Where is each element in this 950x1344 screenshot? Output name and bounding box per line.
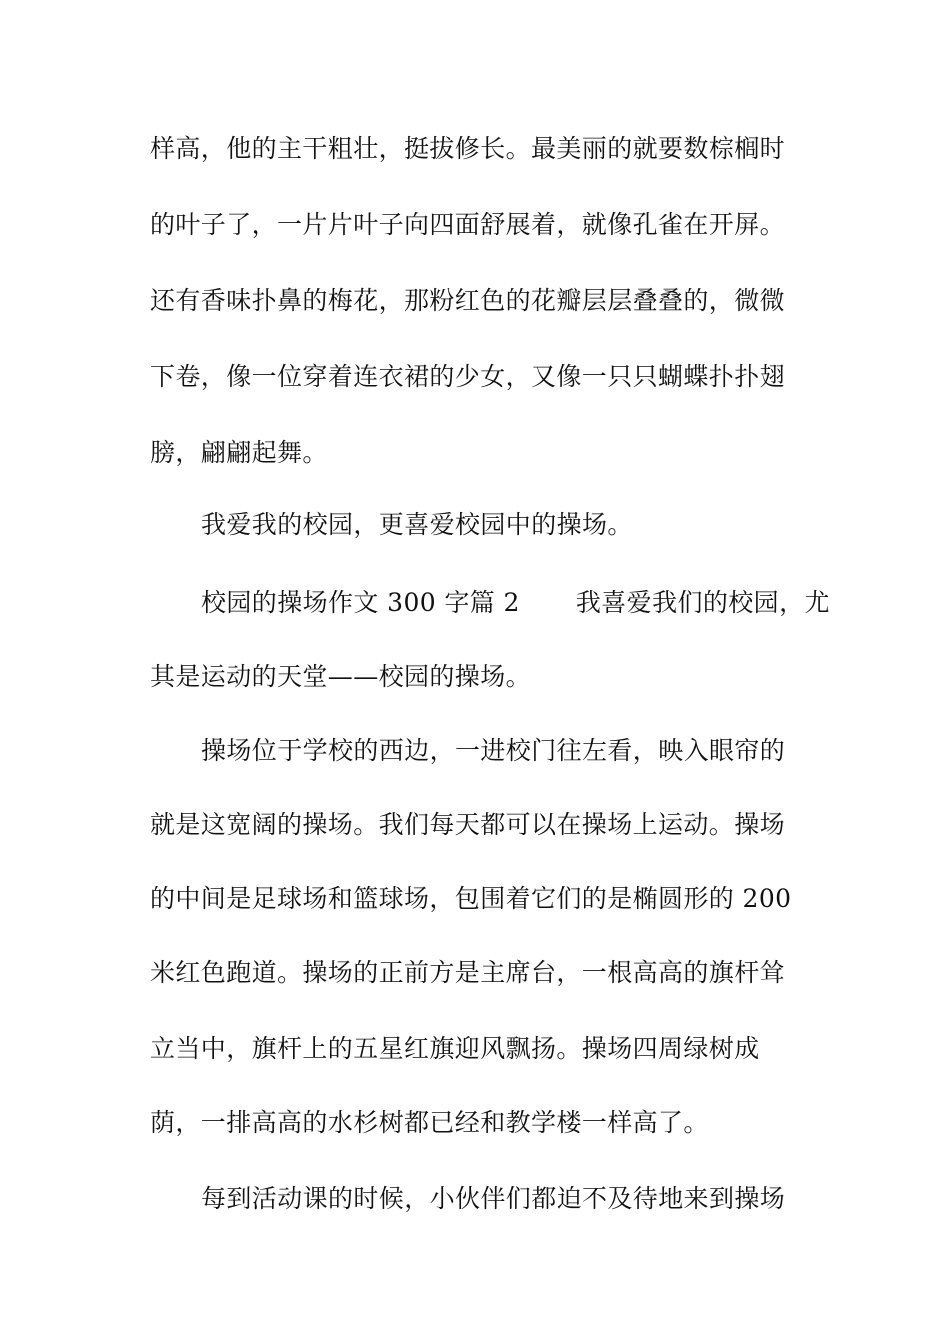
paragraph-line: 米红色跑道。操场的正前方是主席台，一根高高的旗杆耸 [150, 958, 786, 987]
paragraph-line: 我爱我的校园，更喜爱校园中的操场。 [201, 510, 633, 539]
paragraph-line: 荫，一排高高的水杉树都已经和教学楼一样高了。 [150, 1108, 709, 1137]
paragraph-line: 就是这宽阔的操场。我们每天都可以在操场上运动。操场 [150, 810, 786, 839]
paragraph-line: 膀，翩翩起舞。 [150, 438, 328, 467]
heading-followup-text: 我喜爱我们的校园，尤 [575, 588, 830, 617]
paragraph-line: 的叶子了，一片片叶子向四面舒展着，就像孔雀在开屏。 [150, 210, 786, 239]
paragraph-line: 还有香味扑鼻的梅花，那粉红色的花瓣层层叠叠的，微微 [150, 286, 786, 315]
paragraph-line: 其是运动的天堂——校园的操场。 [150, 662, 532, 691]
paragraph-line: 操场位于学校的西边，一进校门往左看，映入眼帘的 [201, 736, 786, 765]
paragraph-line: 立当中，旗杆上的五星红旗迎风飘扬。操场四周绿树成 [150, 1034, 760, 1063]
paragraph-line: 每到活动课的时候，小伙伴们都迫不及待地来到操场 [201, 1184, 786, 1213]
section-heading-line [201, 590, 830, 615]
paragraph-line: 下卷，像一位穿着连衣裙的少女，又像一只只蝴蝶扑扑翅 [150, 362, 786, 391]
paragraph-line: 样高，他的主干粗壮，挺拔修长。最美丽的就要数棕榈时 [150, 134, 786, 163]
section-heading: 校园的操场作文 300 字篇 2 [201, 588, 520, 617]
paragraph-line: 的中间是足球场和篮球场，包围着它们的是椭圆形的 200 [150, 884, 792, 913]
